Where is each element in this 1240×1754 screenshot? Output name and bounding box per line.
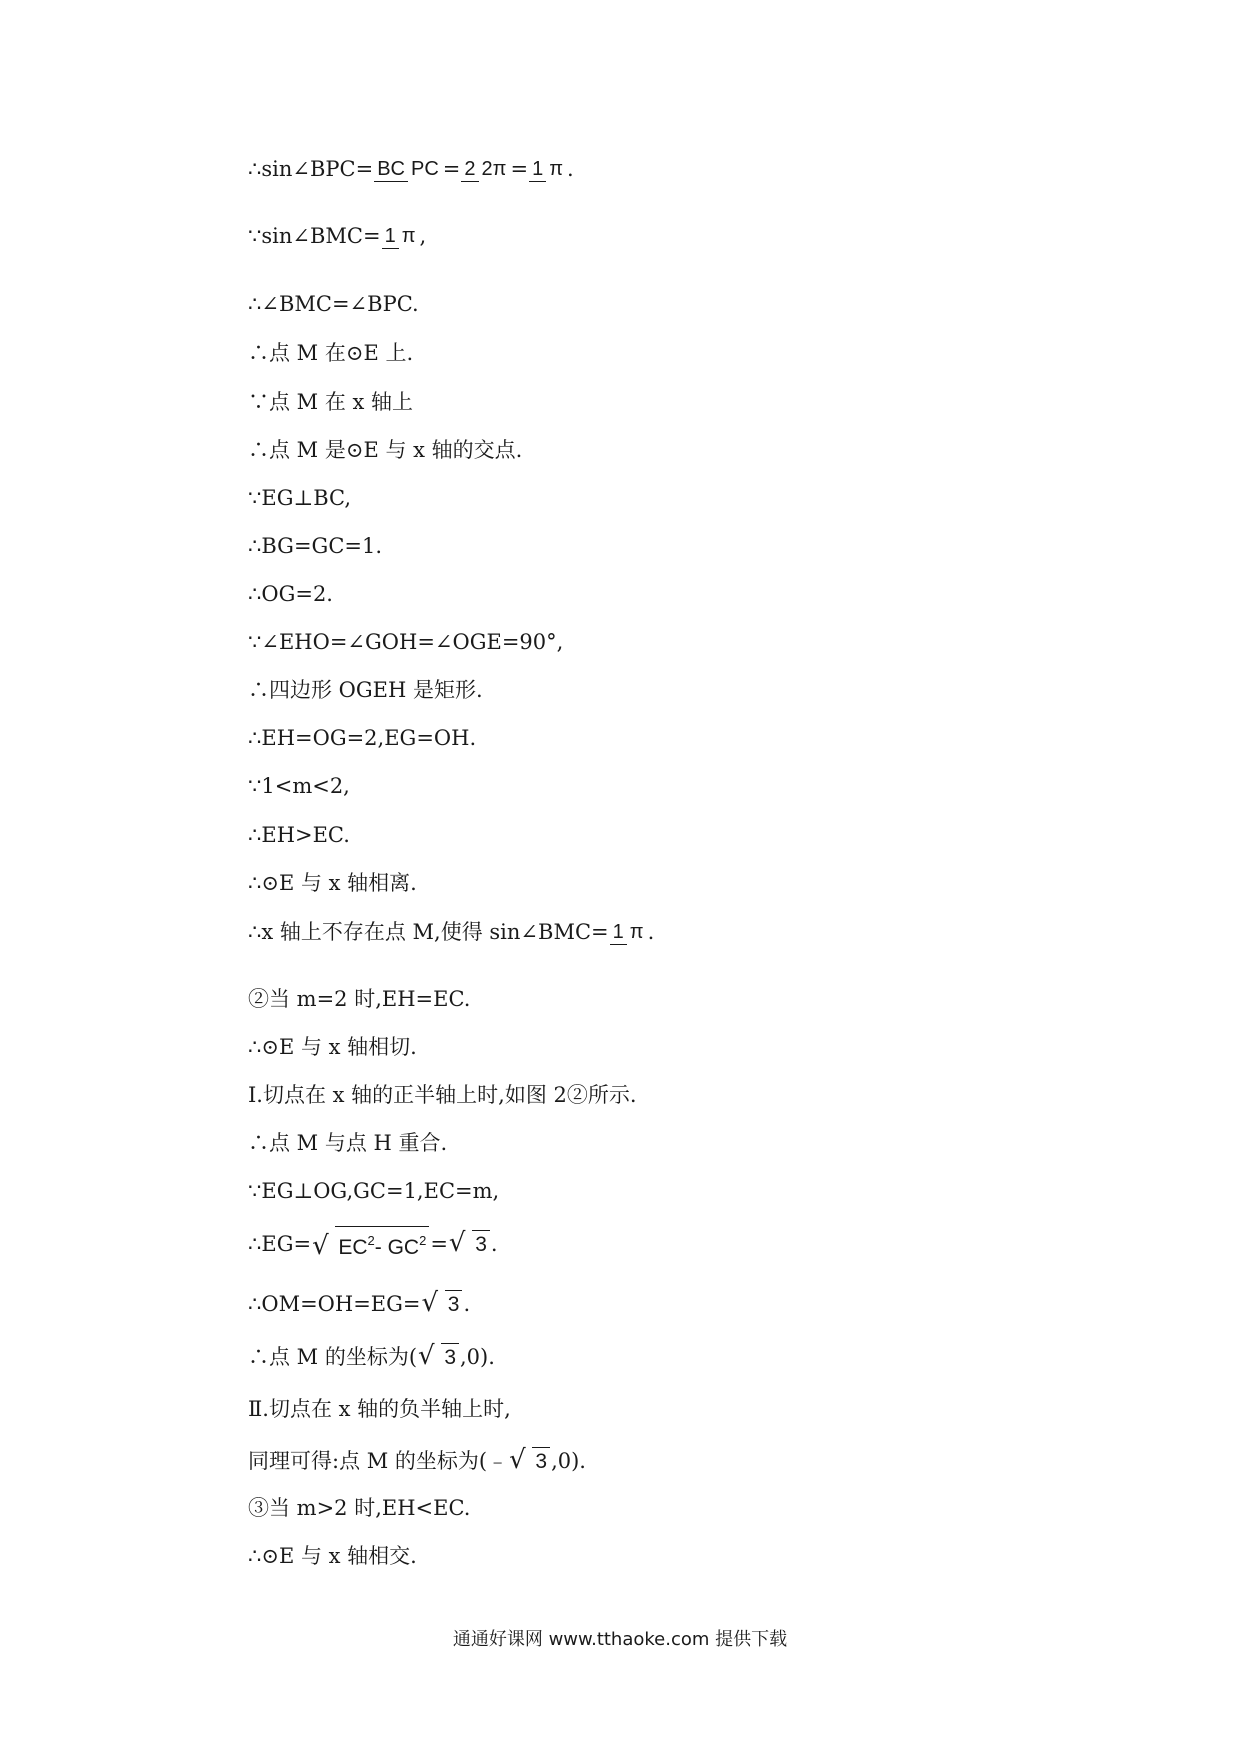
proof-line-18: ∴⊙E 与 x 轴相切. (248, 1035, 417, 1059)
radical-sign: √ (509, 1445, 526, 1475)
proof-line-3: ∴∠BMC=∠BPC. (248, 292, 419, 316)
radical-sign: √ (421, 1288, 439, 1318)
proof-line-19: Ⅰ.切点在 x 轴的正半轴上时,如图 2②所示. (248, 1083, 637, 1107)
proof-line-10: ∵∠EHO=∠GOH=∠OGE=90°, (248, 630, 564, 654)
proof-line-17: ②当 m=2 时,EH=EC. (248, 987, 471, 1011)
proof-line-9: ∴OG=2. (248, 582, 333, 606)
proof-line-2: ∵sin∠BMC= 1 π , (248, 224, 427, 248)
radical-sign: √ (448, 1228, 466, 1258)
proof-line-20: ∴点 M 与点 H 重合. (248, 1131, 448, 1155)
proof-line-26: 同理可得:点 M 的坐标为(﹣ √ 3 ,0). (248, 1445, 586, 1475)
proof-line-27: ③当 m>2 时,EH<EC. (248, 1496, 471, 1520)
fraction: 1 π (529, 157, 566, 182)
fraction: 2 2π (461, 157, 509, 182)
square-root: √ 3 (449, 1229, 490, 1259)
proof-line-22: ∴EG= √ EC2- GC2 = √ 3 . (248, 1228, 498, 1261)
proof-line-11: ∴四边形 OGEH 是矩形. (248, 678, 483, 702)
fraction: BC PC (374, 157, 442, 182)
proof-line-4: ∴点 M 在⊙E 上. (248, 341, 414, 365)
proof-line-24: ∴点 M 的坐标为( √ 3 ,0). (248, 1341, 495, 1371)
page-footer: 通通好课网 www.tthaoke.com 提供下载 (452, 1629, 788, 1650)
proof-line-12: ∴EH=OG=2,EG=OH. (248, 726, 477, 750)
proof-line-21: ∵EG⊥OG,GC=1,EC=m, (248, 1179, 500, 1203)
proof-line-28: ∴⊙E 与 x 轴相交. (248, 1544, 417, 1568)
radical-sign: √ (312, 1231, 329, 1261)
proof-line-13: ∵1<m<2, (248, 774, 350, 798)
proof-line-14: ∴EH>EC. (248, 823, 350, 847)
proof-line-15: ∴⊙E 与 x 轴相离. (248, 871, 417, 895)
proof-line-1: ∴sin∠BPC= BC PC = 2 2π = 1 π . (248, 157, 574, 181)
proof-line-5: ∵点 M 在 x 轴上 (248, 390, 414, 414)
proof-line-16: ∴x 轴上不存在点 M,使得 sin∠BMC= 1 π . (248, 920, 655, 944)
square-root: √ EC2- GC2 (312, 1226, 429, 1262)
square-root: √ 3 (509, 1446, 550, 1476)
square-root: √ 3 (418, 1342, 459, 1372)
proof-line-8: ∴BG=GC=1. (248, 534, 383, 558)
proof-line-6: ∴点 M 是⊙E 与 x 轴的交点. (248, 438, 523, 462)
fraction: 1 π (610, 920, 647, 945)
proof-line-7: ∵EG⊥BC, (248, 486, 352, 510)
proof-line-25: Ⅱ.切点在 x 轴的负半轴上时, (248, 1397, 511, 1421)
radical-sign: √ (418, 1341, 435, 1371)
proof-line-23: ∴OM=OH=EG= √ 3 . (248, 1288, 471, 1318)
square-root: √ 3 (422, 1289, 463, 1319)
fraction: 1 π (382, 224, 419, 249)
